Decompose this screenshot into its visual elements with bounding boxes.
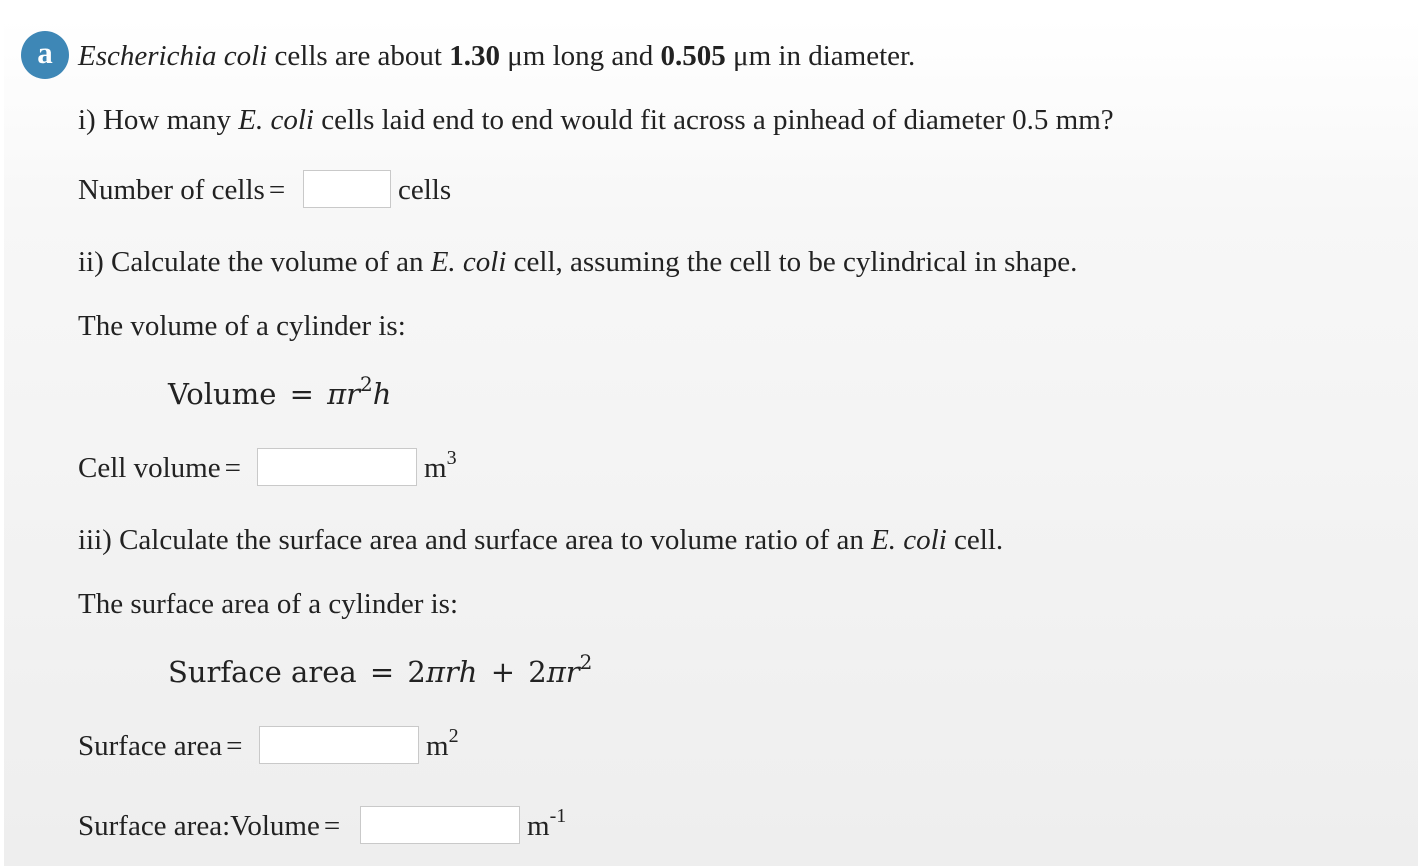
cell-volume-label: Cell volume = <box>78 452 241 484</box>
part-badge: a <box>21 31 69 79</box>
number-of-cells-label: Number of cells = <box>78 174 286 206</box>
volume-formula: Volume = $\pi r^2h$ <box>168 372 392 411</box>
length-value: 1.30 <box>449 40 500 72</box>
ratio-unit: $m^{-1}$ <box>527 805 567 842</box>
question-3-text: iii) Calculate the surface area and surface area to volume ratio of an E. coli cell. <box>78 524 1004 556</box>
surface-area-unit: $m^2$ <box>426 725 459 762</box>
ratio-label: Surface area:Volume = <box>78 810 341 842</box>
part-intro: Escherichia coli cells are about 1.30 μm long and 0.505 μm in diameter. <box>78 40 916 72</box>
organism-name: Escherichia coli <box>78 40 268 72</box>
question-1-text: i) How many E. coli cells laid end to end would fit across a pinhead of diameter 0.5 mm? <box>78 104 1114 136</box>
question-2-text: ii) Calculate the volume of an E. coli cell, assuming the cell to be cylindrical in shape. <box>78 246 1078 278</box>
cell-volume-input[interactable] <box>257 448 417 486</box>
volume-unit: $m^3$ <box>424 447 457 484</box>
number-of-cells-input[interactable] <box>303 170 391 208</box>
surface-area-intro: The surface area of a cylinder is: <box>78 588 459 620</box>
volume-intro: The volume of a cylinder is: <box>78 310 406 342</box>
cells-unit: cells <box>398 174 452 206</box>
surface-area-formula: Surface area = $2\pi rh + 2\pi r^2$ <box>168 650 593 689</box>
diameter-value: 0.505 <box>660 40 726 72</box>
surface-area-label: Surface area = <box>78 730 243 762</box>
surface-area-input[interactable] <box>259 726 419 764</box>
ratio-input[interactable] <box>360 806 520 844</box>
